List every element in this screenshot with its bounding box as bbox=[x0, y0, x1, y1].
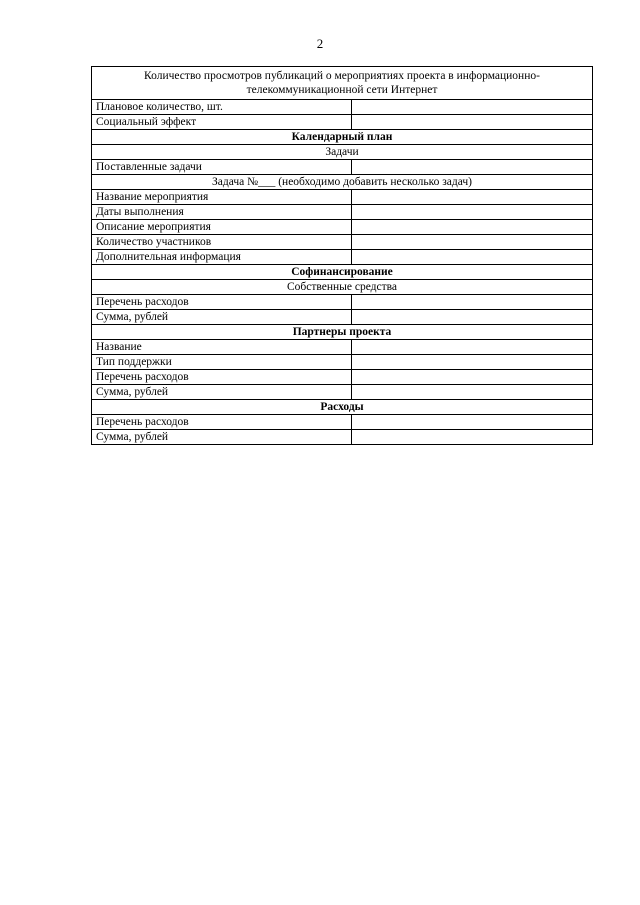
table-row bbox=[92, 130, 593, 145]
row-value-field[interactable] bbox=[352, 250, 593, 265]
row-value-field[interactable] bbox=[352, 430, 593, 445]
table-row bbox=[92, 145, 593, 160]
row-label: Даты выполнения bbox=[92, 205, 352, 220]
table-row bbox=[92, 385, 593, 400]
row-label: Количество участников bbox=[92, 235, 352, 250]
row-value-field[interactable] bbox=[352, 370, 593, 385]
row-label: Тип поддержки bbox=[92, 355, 352, 370]
row-value-field[interactable] bbox=[352, 220, 593, 235]
table-row bbox=[92, 250, 593, 265]
table-row bbox=[92, 295, 593, 310]
row-value-field[interactable] bbox=[352, 295, 593, 310]
table-row bbox=[92, 280, 593, 295]
project-form-table bbox=[91, 66, 593, 445]
row-label: Социальный эффект bbox=[92, 115, 352, 130]
row-label: Перечень расходов bbox=[92, 415, 352, 430]
table-row bbox=[92, 205, 593, 220]
table-row bbox=[92, 430, 593, 445]
row-label: Сумма, рублей bbox=[92, 310, 352, 325]
table-row bbox=[92, 265, 593, 280]
row-value-field[interactable] bbox=[352, 340, 593, 355]
row-label: Перечень расходов bbox=[92, 295, 352, 310]
table-row bbox=[92, 100, 593, 115]
views-count-header: Количество просмотров публикаций о мероприятиях проекта в информационно-телекоммуникационной сети Интернет bbox=[92, 67, 593, 100]
row-label: Название мероприятия bbox=[92, 190, 352, 205]
row-value-field[interactable] bbox=[352, 310, 593, 325]
row-label: Плановое количество, шт. bbox=[92, 100, 352, 115]
row-value-field[interactable] bbox=[352, 355, 593, 370]
row-label: Сумма, рублей bbox=[92, 385, 352, 400]
table-row-header bbox=[92, 67, 593, 100]
table-row bbox=[92, 415, 593, 430]
section-heading: Расходы bbox=[92, 400, 593, 415]
row-value-field[interactable] bbox=[352, 385, 593, 400]
subsection-heading: Собственные средства bbox=[92, 280, 593, 295]
row-value-field[interactable] bbox=[352, 205, 593, 220]
section-heading: Календарный план bbox=[92, 130, 593, 145]
row-value-field[interactable] bbox=[352, 160, 593, 175]
row-value-field[interactable] bbox=[352, 100, 593, 115]
page-number: 2 bbox=[316, 36, 324, 51]
row-label: Поставленные задачи bbox=[92, 160, 352, 175]
row-label: Название bbox=[92, 340, 352, 355]
table-row bbox=[92, 370, 593, 385]
row-value-field[interactable] bbox=[352, 115, 593, 130]
table-row bbox=[92, 160, 593, 175]
table-row bbox=[92, 400, 593, 415]
table-row bbox=[92, 340, 593, 355]
table-row bbox=[92, 310, 593, 325]
table-row bbox=[92, 355, 593, 370]
table-row bbox=[92, 325, 593, 340]
subsection-heading: Задача №___ (необходимо добавить несколько задач) bbox=[92, 175, 593, 190]
table-row bbox=[92, 235, 593, 250]
table-row bbox=[92, 220, 593, 235]
table-row bbox=[92, 190, 593, 205]
table-row bbox=[92, 175, 593, 190]
row-label: Описание мероприятия bbox=[92, 220, 352, 235]
subsection-heading: Задачи bbox=[92, 145, 593, 160]
table-row bbox=[92, 115, 593, 130]
section-heading: Партнеры проекта bbox=[92, 325, 593, 340]
row-value-field[interactable] bbox=[352, 415, 593, 430]
row-label: Сумма, рублей bbox=[92, 430, 352, 445]
row-label: Перечень расходов bbox=[92, 370, 352, 385]
row-label: Дополнительная информация bbox=[92, 250, 352, 265]
row-value-field[interactable] bbox=[352, 235, 593, 250]
section-heading: Софинансирование bbox=[92, 265, 593, 280]
row-value-field[interactable] bbox=[352, 190, 593, 205]
